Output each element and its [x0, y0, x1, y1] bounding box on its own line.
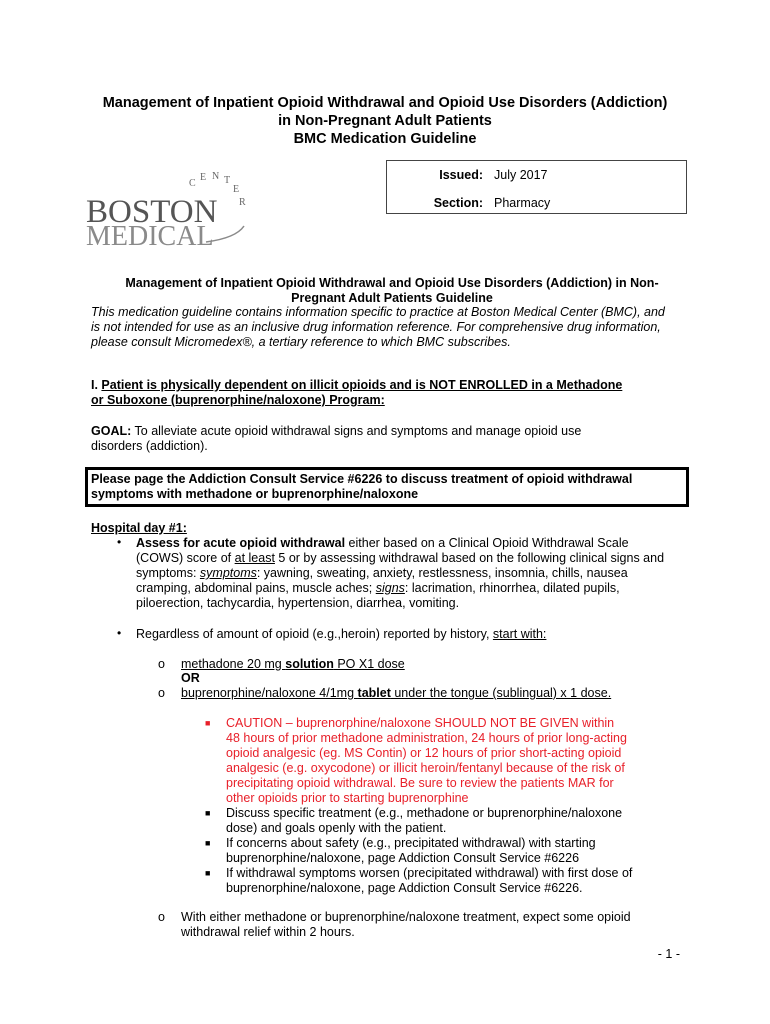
logo-letter-r: R: [239, 197, 246, 208]
final-line1: With either methadone or buprenorphine/naloxone treatment, expect some opioid: [181, 910, 631, 924]
caution-line2: 48 hours of prior methadone administration, 24 hours of prior long-acting: [226, 731, 627, 745]
goal-text1: To alleviate acute opioid withdrawal signs and symptoms and manage opioid use: [131, 424, 582, 438]
logo-letter-t: T: [224, 175, 231, 186]
logo-letter-c: C: [189, 178, 196, 189]
logo-letter-n: N: [212, 171, 220, 182]
bullet1-l2-a: (COWS) score of: [136, 551, 235, 565]
boston-medical-logo: [86, 168, 246, 252]
goal-line1: [91, 424, 681, 439]
bullet1-line3: [136, 566, 696, 581]
goal-label: GOAL:: [91, 424, 132, 438]
doc-title-line3: BMC Medication Guideline: [293, 131, 477, 147]
caution-line3: opioid analgesic (eg. MS Contin) or 12 hours of prior short-acting opioid: [226, 746, 622, 760]
intro-line1: This medication guideline contains information specific to practice at Boston Medical Center (BMC), and: [91, 305, 665, 319]
bullet1-l4-a: cramping, abdominal pains, muscle aches;: [136, 581, 376, 595]
option1-a: methadone 20 mg: [181, 657, 286, 671]
bullet1-bold: Assess for acute opioid withdrawal: [136, 536, 346, 550]
bullet-dot-1: •: [117, 535, 122, 549]
bullet1-line5: piloerection, tachycardia, hypertension, diarrhea, vomiting.: [136, 596, 460, 610]
section1-heading-line1: [91, 378, 681, 393]
sub4-line1: If withdrawal symptoms worsen (precipitated withdrawal) with first dose of: [226, 866, 633, 880]
final-line2: withdrawal relief within 2 hours.: [181, 925, 355, 939]
logo-letter-e2: E: [233, 184, 240, 195]
guideline-subtitle-line2: Pregnant Adult Patients Guideline: [291, 291, 493, 305]
sub3-line1: If concerns about safety (e.g., precipitated withdrawal) with starting: [226, 836, 596, 850]
section-label: Section:: [433, 196, 483, 210]
option-or: OR: [181, 671, 200, 685]
bullet2-a: Regardless of amount of opioid (e.g.,heroin) reported by history,: [136, 627, 493, 641]
logo-word-medical: MEDICAL: [86, 221, 214, 252]
sub2-line2: dose) and goals openly with the patient.: [226, 821, 447, 835]
square-bullet-3: ■: [205, 838, 211, 848]
option2-c: under the tongue (sublingual) x 1 dose.: [390, 686, 612, 700]
issued-value: July 2017: [494, 168, 548, 182]
caution-line6: other opioids prior to starting buprenorphine: [226, 791, 469, 805]
guideline-subtitle-line1: Management of Inpatient Opioid Withdrawal and Opioid Use Disorders (Addiction) in Non-: [125, 276, 659, 290]
bullet1-l2-u: at least: [234, 551, 275, 565]
bullet1-l4-u: signs: [375, 581, 405, 595]
option1-b: solution: [285, 657, 334, 671]
option-marker-3: o: [158, 910, 165, 924]
intro-line2: is not intended for use as an inclusive drug information reference. For comprehensive drug information,: [91, 320, 661, 334]
logo-graphic: [86, 168, 256, 258]
document-info-box: [386, 160, 687, 214]
bullet1-l4-b: : lacrimation, rhinorrhea, dilated pupils,: [404, 581, 620, 595]
bullet1-line4: [136, 581, 696, 596]
caution-line5: precipitating opioid withdrawal. Be sure to review the patients MAR for: [226, 776, 614, 790]
section1-heading-prefix: I.: [91, 378, 102, 392]
square-bullet-4: ■: [205, 868, 211, 878]
intro-line3: please consult Micromedex®, a tertiary reference to which BMC subscribes.: [91, 335, 511, 349]
sub3-line2: buprenorphine/naloxone, page Addiction Consult Service #6226: [226, 851, 580, 865]
option1-c: PO X1 dose: [333, 657, 405, 671]
section-value: Pharmacy: [494, 196, 551, 210]
section1-heading-text1: Patient is physically dependent on illicit opioids and is NOT ENROLLED in a Methadone: [101, 378, 623, 392]
issued-label: Issued:: [439, 168, 483, 182]
page-notice-line2: symptoms with methadone or buprenorphine/naloxone: [91, 487, 419, 501]
bullet2-line: [136, 627, 696, 642]
option2-b: tablet: [357, 686, 391, 700]
hospital-day-heading: Hospital day #1:: [91, 521, 187, 535]
logo-word-boston: BOSTON: [86, 194, 218, 230]
sub2-line1: Discuss specific treatment (e.g., methadone or buprenorphine/naloxone: [226, 806, 623, 820]
section1-heading-line2: or Suboxone (buprenorphine/naloxone) Program:: [91, 393, 385, 407]
option2-line: [181, 686, 681, 701]
bullet1-rest: either based on a Clinical Opioid Withdrawal Scale: [345, 536, 629, 550]
bullet2-u: start with:: [492, 627, 547, 641]
goal-line2: disorders (addiction).: [91, 439, 208, 453]
page-notice-line1: Please page the Addiction Consult Service #6226 to discuss treatment of opioid withdrawal: [91, 472, 633, 486]
bullet1-l3-u: symptoms: [199, 566, 257, 580]
doc-title-line2: in Non-Pregnant Adult Patients: [278, 113, 492, 129]
caution-line4: analgesic (e.g. oxycodone) or illicit heroin/fentanyl because of the risk of: [226, 761, 625, 775]
sub4-line2: buprenorphine/naloxone, page Addiction Consult Service #6226.: [226, 881, 583, 895]
page-number: - 1 -: [657, 947, 680, 961]
logo-letter-e: E: [200, 172, 207, 183]
page-consult-notice-box: [85, 467, 689, 507]
caution-line1: CAUTION – buprenorphine/naloxone SHOULD NOT BE GIVEN within: [226, 716, 615, 730]
bullet-dot-2: •: [117, 626, 122, 640]
square-bullet-caution: ■: [205, 718, 211, 728]
option-marker-1: o: [158, 657, 165, 671]
bullet1-line1: [136, 536, 696, 551]
square-bullet-2: ■: [205, 808, 211, 818]
option1-line: [181, 657, 681, 672]
doc-title-line1: Management of Inpatient Opioid Withdrawal and Opioid Use Disorders (Addiction): [102, 95, 668, 111]
bullet1-l2-b: 5 or by assessing withdrawal based on the following clinical signs and: [274, 551, 665, 565]
option2-a: buprenorphine/naloxone 4/1mg: [181, 686, 358, 700]
bullet1-l3-a: symptoms:: [136, 566, 200, 580]
bullet1-l3-b: : yawning, sweating, anxiety, restlessness, insomnia, chills, nausea: [256, 566, 628, 580]
option-marker-2: o: [158, 686, 165, 700]
bullet1-line2: [136, 551, 696, 566]
